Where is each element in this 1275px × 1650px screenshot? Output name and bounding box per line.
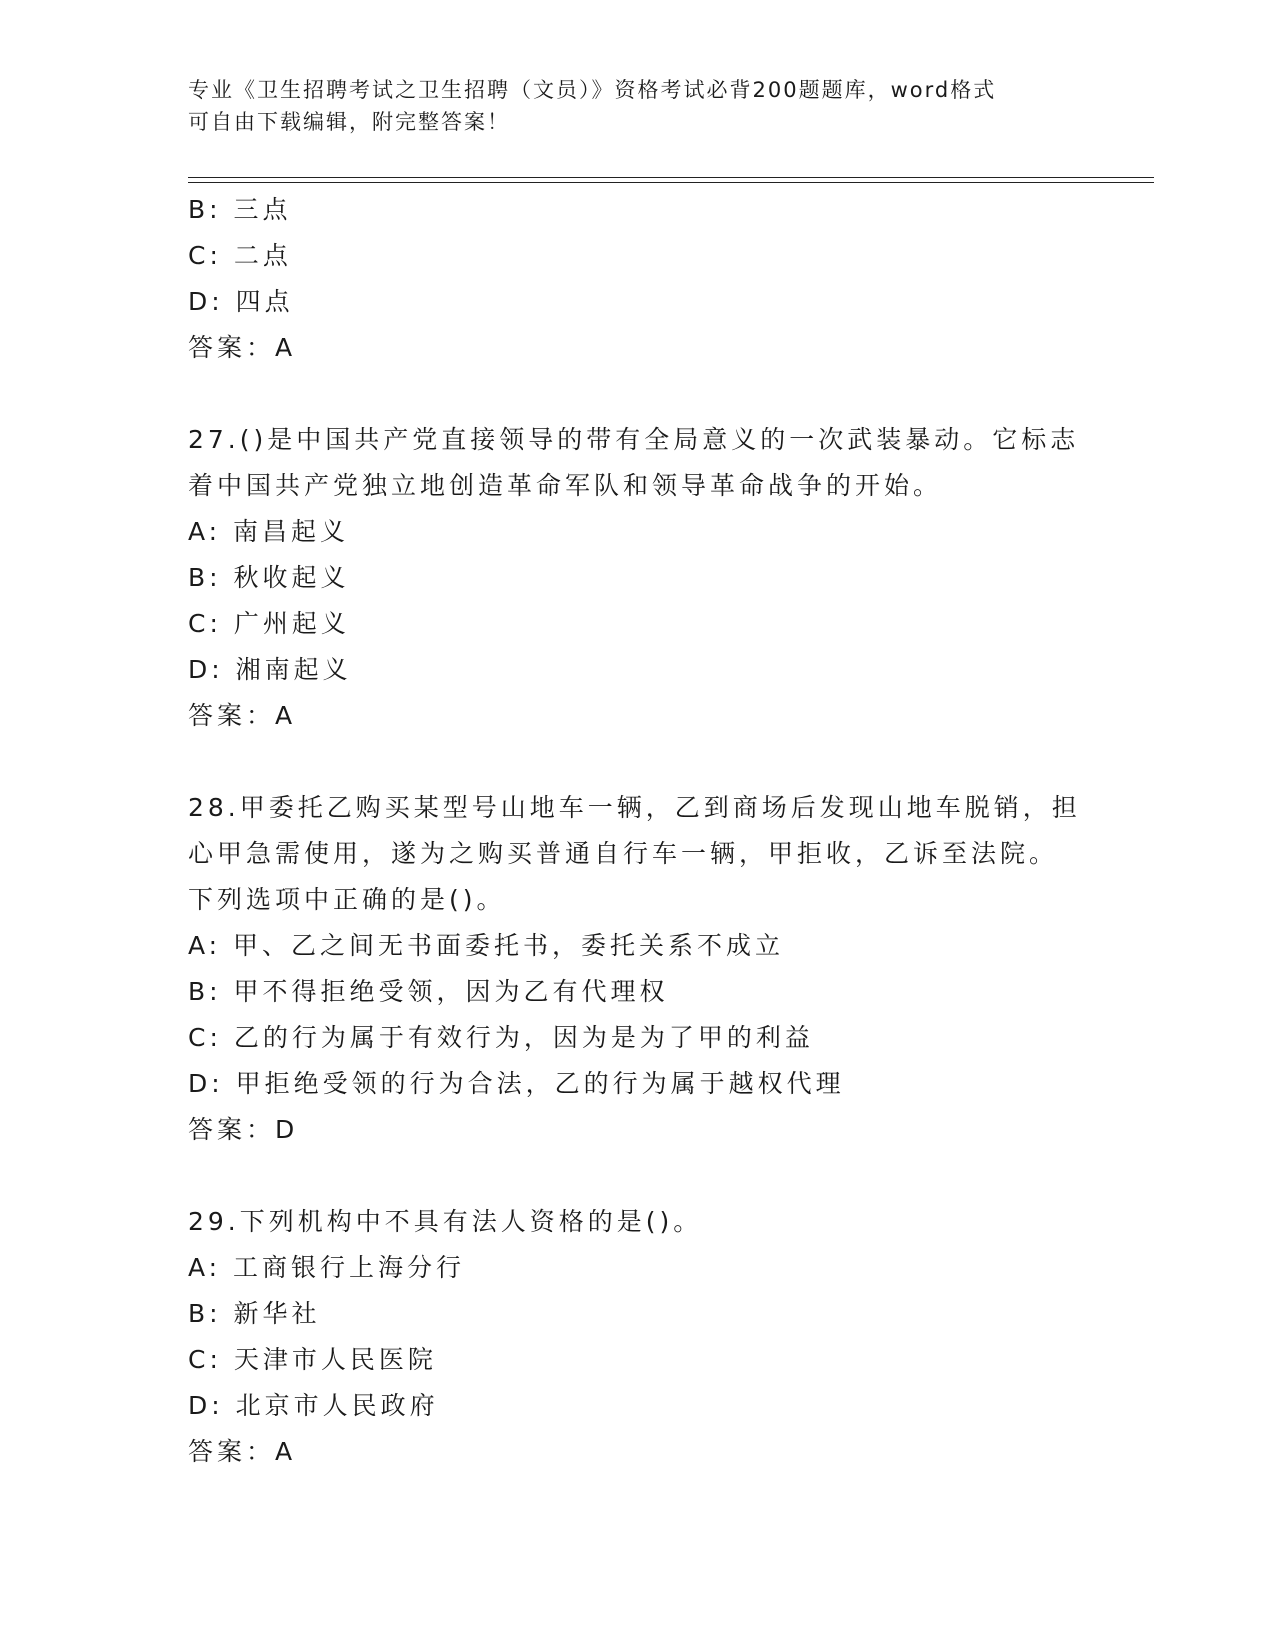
header-divider-bottom: [188, 182, 1154, 183]
answer-label: 答案：: [188, 701, 276, 730]
answer-value: A: [275, 1437, 295, 1466]
question-block-27: [188, 417, 1088, 739]
header-line-1: 专业《卫生招聘考试之卫生招聘（文员）》资格考试必背200题题库，word格式: [188, 78, 997, 102]
answer-value: A: [275, 333, 295, 362]
option-c: C: 二点: [188, 241, 292, 270]
answer-line: [188, 1107, 1088, 1153]
question-block-partial: [188, 187, 1088, 371]
answer-label: 答案：: [188, 1115, 276, 1144]
header-line-2: 可自由下载编辑，附完整答案！: [188, 110, 510, 134]
option-a: A: 甲、乙之间无书面委托书，委托关系不成立: [188, 931, 785, 960]
answer-line: [188, 1429, 1088, 1475]
option-b: B: 甲不得拒绝受领，因为乙有代理权: [188, 977, 669, 1006]
option-a: A: 工商银行上海分行: [188, 1253, 466, 1282]
option-c: C: 天津市人民医院: [188, 1345, 437, 1374]
option-c: C: 广州起义: [188, 609, 350, 638]
option-d: D: 四点: [188, 287, 294, 316]
option-c: C: 乙的行为属于有效行为，因为是为了甲的利益: [188, 1023, 814, 1052]
option-b: B: 新华社: [188, 1299, 321, 1328]
question-block-29: [188, 1199, 1088, 1475]
option-d: D: 北京市人民政府: [188, 1391, 439, 1420]
question-list: [188, 187, 1088, 1475]
option-d: D: 甲拒绝受领的行为合法，乙的行为属于越权代理: [188, 1069, 845, 1098]
answer-label: 答案：: [188, 333, 276, 362]
option-b: B: 三点: [188, 195, 292, 224]
option-b: B: 秋收起义: [188, 563, 350, 592]
question-text: 29.下列机构中不具有法人资格的是()。: [188, 1207, 703, 1236]
answer-label: 答案：: [188, 1437, 276, 1466]
answer-line: [188, 325, 1088, 371]
answer-value: D: [275, 1115, 297, 1144]
answer-line: [188, 693, 1088, 739]
question-text: 28.甲委托乙购买某型号山地车一辆，乙到商场后发现山地车脱销，担 心甲急需使用，遂为之购买普通自行车一辆，甲拒收，乙诉至法院。 下列选项中正确的是()。: [188, 793, 1081, 914]
document-header: [188, 74, 1068, 138]
option-a: A: 南昌起义: [188, 517, 350, 546]
option-d: D: 湘南起义: [188, 655, 352, 684]
header-divider-top: [188, 177, 1154, 178]
question-text: 27.()是中国共产党直接领导的带有全局意义的一次武装暴动。它标志 着中国共产党独立地创造革命军队和领导革命战争的开始。: [188, 425, 1080, 500]
answer-value: A: [275, 701, 295, 730]
question-block-28: [188, 785, 1088, 1153]
